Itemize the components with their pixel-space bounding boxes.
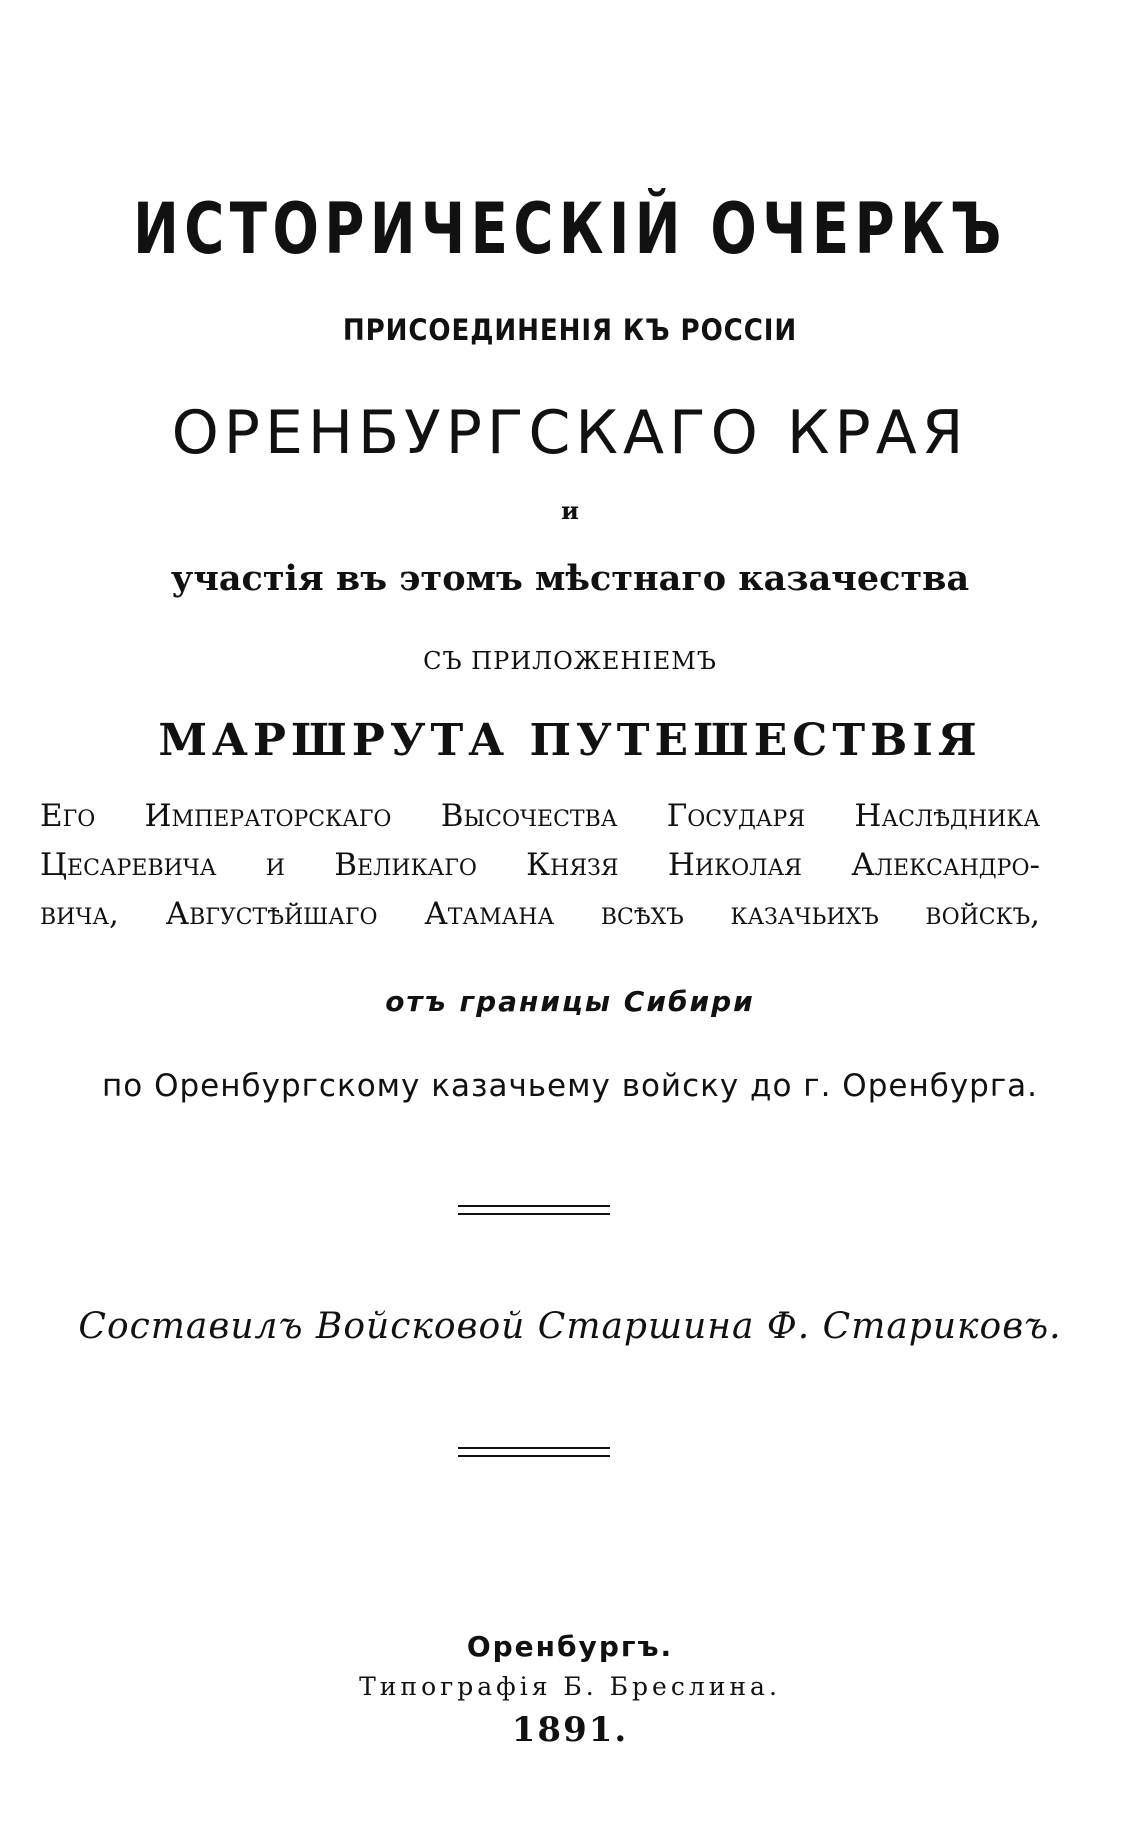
compiler-credit: Составилъ Войсковой Старшина Ф. Стариковъ. xyxy=(78,1306,1062,1347)
double-rule-divider xyxy=(458,1205,610,1215)
region-title: ОРЕНБУРГСКАГО КРАЯ xyxy=(171,398,969,468)
along-host-line: по Оренбургскому казачьему войску до г. Оренбурга. xyxy=(102,1068,1038,1104)
dedication-line-3: вича, Августѣйшаго Атамана всѣхъ казачьихъ войскъ, xyxy=(40,896,1040,932)
conjunction: и xyxy=(561,496,579,525)
imprint-press: Типографія Б. Бреслина. xyxy=(359,1672,781,1701)
dedication-line-1: Его Императорскаго Высочества Государя Наслѣдника xyxy=(40,798,1040,834)
imprint-year: 1891. xyxy=(511,1710,629,1750)
main-title: ИСТОРИЧЕСКІЙ ОЧЕРКЪ xyxy=(133,188,1007,270)
route-title: МАРШРУТА ПУТЕШЕСТВІЯ xyxy=(158,715,982,766)
dedication-line-2: Цесаревича и Великаго Князя Николая Александро- xyxy=(40,847,1040,883)
participation-line: участія въ этомъ мѣстнаго казачества xyxy=(170,558,970,599)
subtitle-accession: ПРИСОЕДИНЕНІЯ КЪ РОССІИ xyxy=(342,313,798,347)
imprint-city: Оренбургъ. xyxy=(466,1630,674,1663)
from-border-line: отъ границы Сибири xyxy=(385,985,755,1018)
appendix-intro: СЪ ПРИЛОЖЕНІЕМЪ xyxy=(423,647,717,675)
double-rule-divider xyxy=(458,1447,610,1457)
